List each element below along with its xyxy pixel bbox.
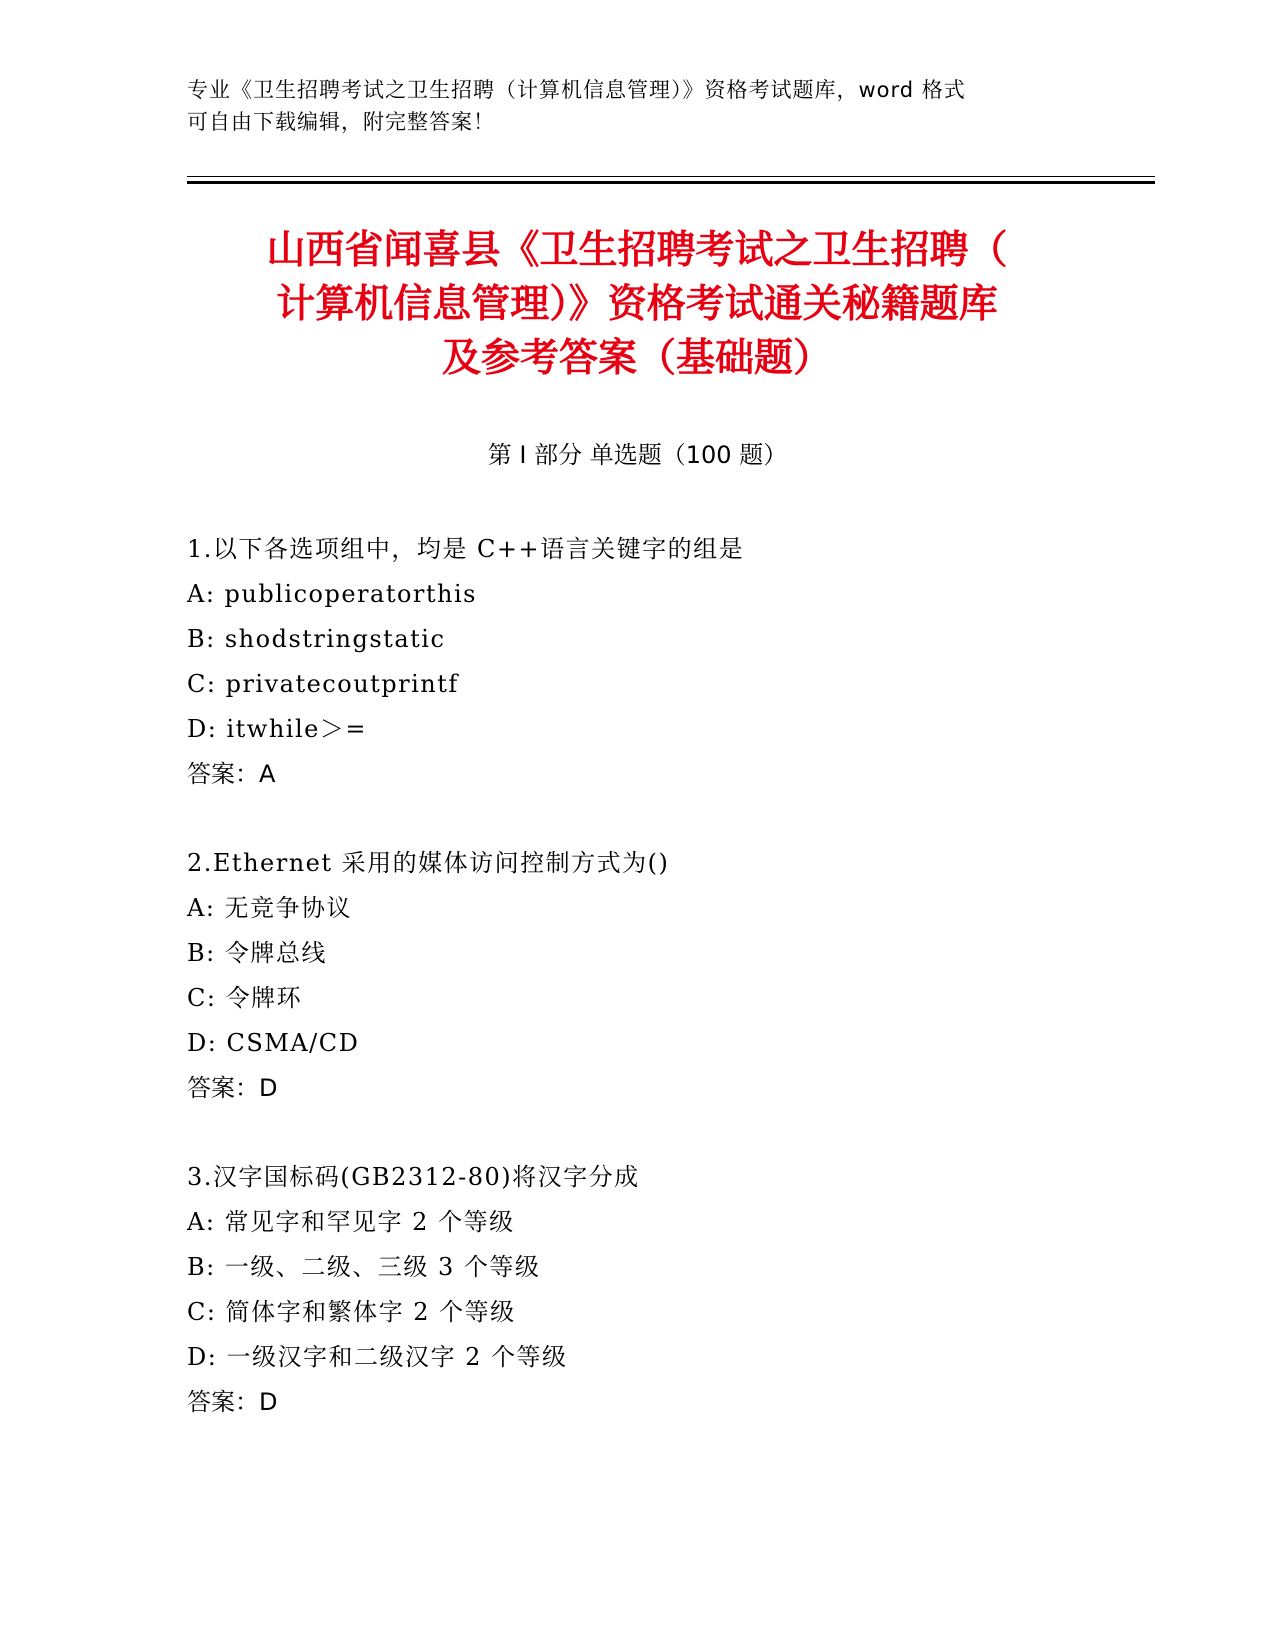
option-c: C: 令牌环 — [187, 984, 303, 1012]
option-d: D: CSMA/CD — [187, 1029, 360, 1057]
header-note-line-1: 专业《卫生招聘考试之卫生招聘（计算机信息管理）》资格考试题库，word 格式 — [187, 78, 966, 102]
option-a: A: 无竞争协议 — [187, 894, 353, 922]
header-note — [187, 74, 1067, 138]
section-heading: 第 I 部分 单选题（100 题） — [487, 441, 788, 469]
option-a: A: 常见字和罕见字 2 个等级 — [187, 1208, 515, 1236]
question-stem: 1.以下各选项组中，均是 C++语言关键字的组是 — [187, 535, 745, 563]
header-divider-thick — [187, 181, 1155, 184]
document-title-line-2: 计算机信息管理）》资格考试通关秘籍题库 — [276, 282, 998, 327]
answer-line: 答案：D — [187, 1388, 278, 1416]
option-b: B: 一级、二级、三级 3 个等级 — [187, 1253, 541, 1281]
option-d: D: itwhile＞= — [187, 715, 367, 743]
option-b: B: shodstringstatic — [187, 625, 446, 653]
answer-line: 答案：A — [187, 760, 276, 788]
option-b: B: 令牌总线 — [187, 939, 327, 967]
question-2 — [187, 841, 1167, 1111]
question-1 — [187, 527, 1167, 797]
document-title-line-1: 山西省闻喜县《卫生招聘考试之卫生招聘（ — [266, 228, 1008, 273]
document-title — [187, 224, 1087, 386]
option-c: C: privatecoutprintf — [187, 670, 459, 698]
document-title-line-3: 及参考答案（基础题） — [441, 336, 832, 381]
question-stem: 3.汉字国标码(GB2312-80)将汉字分成 — [187, 1163, 640, 1191]
answer-line: 答案：D — [187, 1074, 278, 1102]
question-stem: 2.Ethernet 采用的媒体访问控制方式为() — [187, 849, 670, 877]
option-c: C: 简体字和繁体字 2 个等级 — [187, 1298, 516, 1326]
question-list — [187, 527, 1167, 1469]
header-note-line-2: 可自由下载编辑，附完整答案！ — [187, 110, 495, 134]
header-divider-thin — [187, 176, 1155, 177]
question-3 — [187, 1155, 1167, 1425]
option-a: A: publicoperatorthis — [187, 580, 477, 608]
option-d: D: 一级汉字和二级汉字 2 个等级 — [187, 1343, 568, 1371]
